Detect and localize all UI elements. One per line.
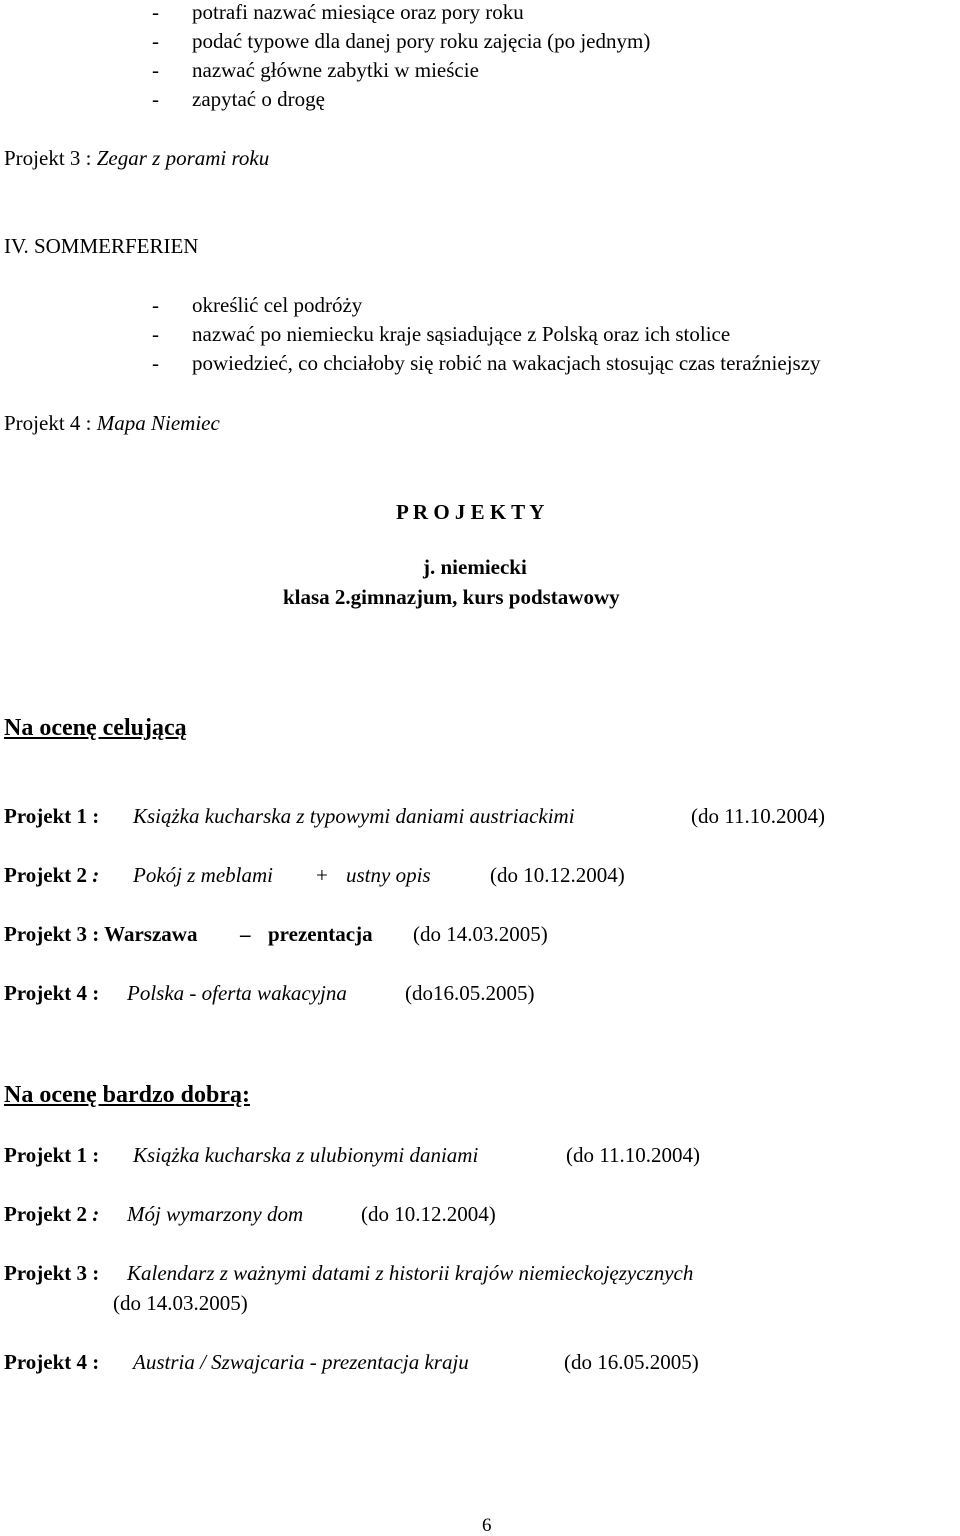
project-label: Projekt 4 :	[4, 1350, 100, 1374]
project-deadline: (do16.05.2005)	[405, 981, 535, 1005]
project-4-prefix: Projekt 4 :	[4, 411, 97, 435]
project-label: Projekt 4 :	[4, 981, 100, 1005]
document-title: P R O J E K T Y	[396, 500, 545, 524]
project-deadline: (do 16.05.2005)	[564, 1350, 699, 1374]
subtitle-language: j. niemiecki	[423, 555, 527, 579]
project-deadline: (do 14.03.2005)	[113, 1291, 248, 1315]
list-dash: -	[152, 293, 159, 317]
list-dash: -	[152, 29, 159, 53]
project-plus: +	[316, 863, 328, 887]
celujaca-project-3	[4, 924, 197, 945]
list-item-text: zapytać o drogę	[192, 87, 325, 111]
list-item-text: potrafi nazwać miesiące oraz pory roku	[192, 0, 524, 24]
project-label: Projekt 2	[4, 1202, 88, 1226]
project-deadline: (do 14.03.2005)	[413, 922, 548, 946]
list-dash: -	[152, 322, 159, 346]
list-item-text: podać typowe dla danej pory roku zajęcia (po jednym)	[192, 29, 651, 53]
project-title: Mój wymarzony dom	[127, 1202, 304, 1226]
bdb-project-3	[4, 1263, 99, 1284]
project-label: Projekt 3 : Warszawa	[4, 922, 198, 946]
project-title: prezentacja	[268, 922, 373, 946]
project-label: Projekt 1 :	[4, 1143, 100, 1167]
project-label-colon: :	[87, 1202, 100, 1226]
bdb-project-2	[4, 1204, 99, 1225]
bdb-project-4	[4, 1352, 99, 1373]
project-title: Książka kucharska z typowymi daniami austriackimi	[133, 804, 575, 828]
subtitle-class: klasa 2.gimnazjum, kurs podstawowy	[283, 585, 620, 609]
project-3-title: Zegar z porami roku	[96, 146, 270, 170]
celujaca-project-4	[4, 983, 99, 1004]
project-label: Projekt 3 :	[4, 1261, 100, 1285]
project-3-prefix: Projekt 3 :	[4, 146, 97, 170]
list-item-text: powiedzieć, co chciałoby się robić na wakacjach stosując czas teraźniejszy	[192, 351, 821, 375]
section-4-title: IV. SOMMERFERIEN	[4, 234, 199, 258]
celujaca-project-1	[4, 806, 99, 827]
list-dash: -	[152, 87, 159, 111]
project-deadline: (do 11.10.2004)	[691, 804, 825, 828]
project-deadline: (do 11.10.2004)	[566, 1143, 700, 1167]
grade-heading-bardzo-dobra: Na ocenę bardzo dobrą:	[4, 1082, 250, 1108]
project-3-line	[4, 148, 269, 169]
project-4-title: Mapa Niemiec	[96, 411, 220, 435]
list-item-text: określić cel podróży	[192, 293, 363, 317]
project-title: Austria / Szwajcaria - prezentacja kraju	[133, 1350, 469, 1374]
project-deadline: (do 10.12.2004)	[361, 1202, 496, 1226]
list-dash: -	[152, 0, 159, 24]
list-item-text: nazwać główne zabytki w mieście	[192, 58, 479, 82]
project-4-line	[4, 413, 220, 434]
project-label: Projekt 1 :	[4, 804, 100, 828]
celujaca-project-2	[4, 865, 99, 886]
project-extra: ustny opis	[346, 863, 431, 887]
project-title: Pokój z meblami	[133, 863, 273, 887]
list-dash: -	[152, 58, 159, 82]
project-title: Polska - oferta wakacyjna	[127, 981, 347, 1005]
grade-heading-celujaca: Na ocenę celującą	[4, 715, 187, 741]
project-label-colon: :	[87, 863, 100, 887]
project-dash: –	[240, 922, 251, 946]
bdb-project-1	[4, 1145, 99, 1166]
page-number: 6	[482, 1515, 492, 1536]
list-item-text: nazwać po niemiecku kraje sąsiadujące z Polską oraz ich stolice	[192, 322, 731, 346]
project-title: Kalendarz z ważnymi datami z historii krajów niemieckojęzycznych	[127, 1261, 694, 1285]
project-deadline: (do 10.12.2004)	[490, 863, 625, 887]
project-label: Projekt 2	[4, 863, 88, 887]
list-dash: -	[152, 351, 159, 375]
project-title: Książka kucharska z ulubionymi daniami	[133, 1143, 479, 1167]
